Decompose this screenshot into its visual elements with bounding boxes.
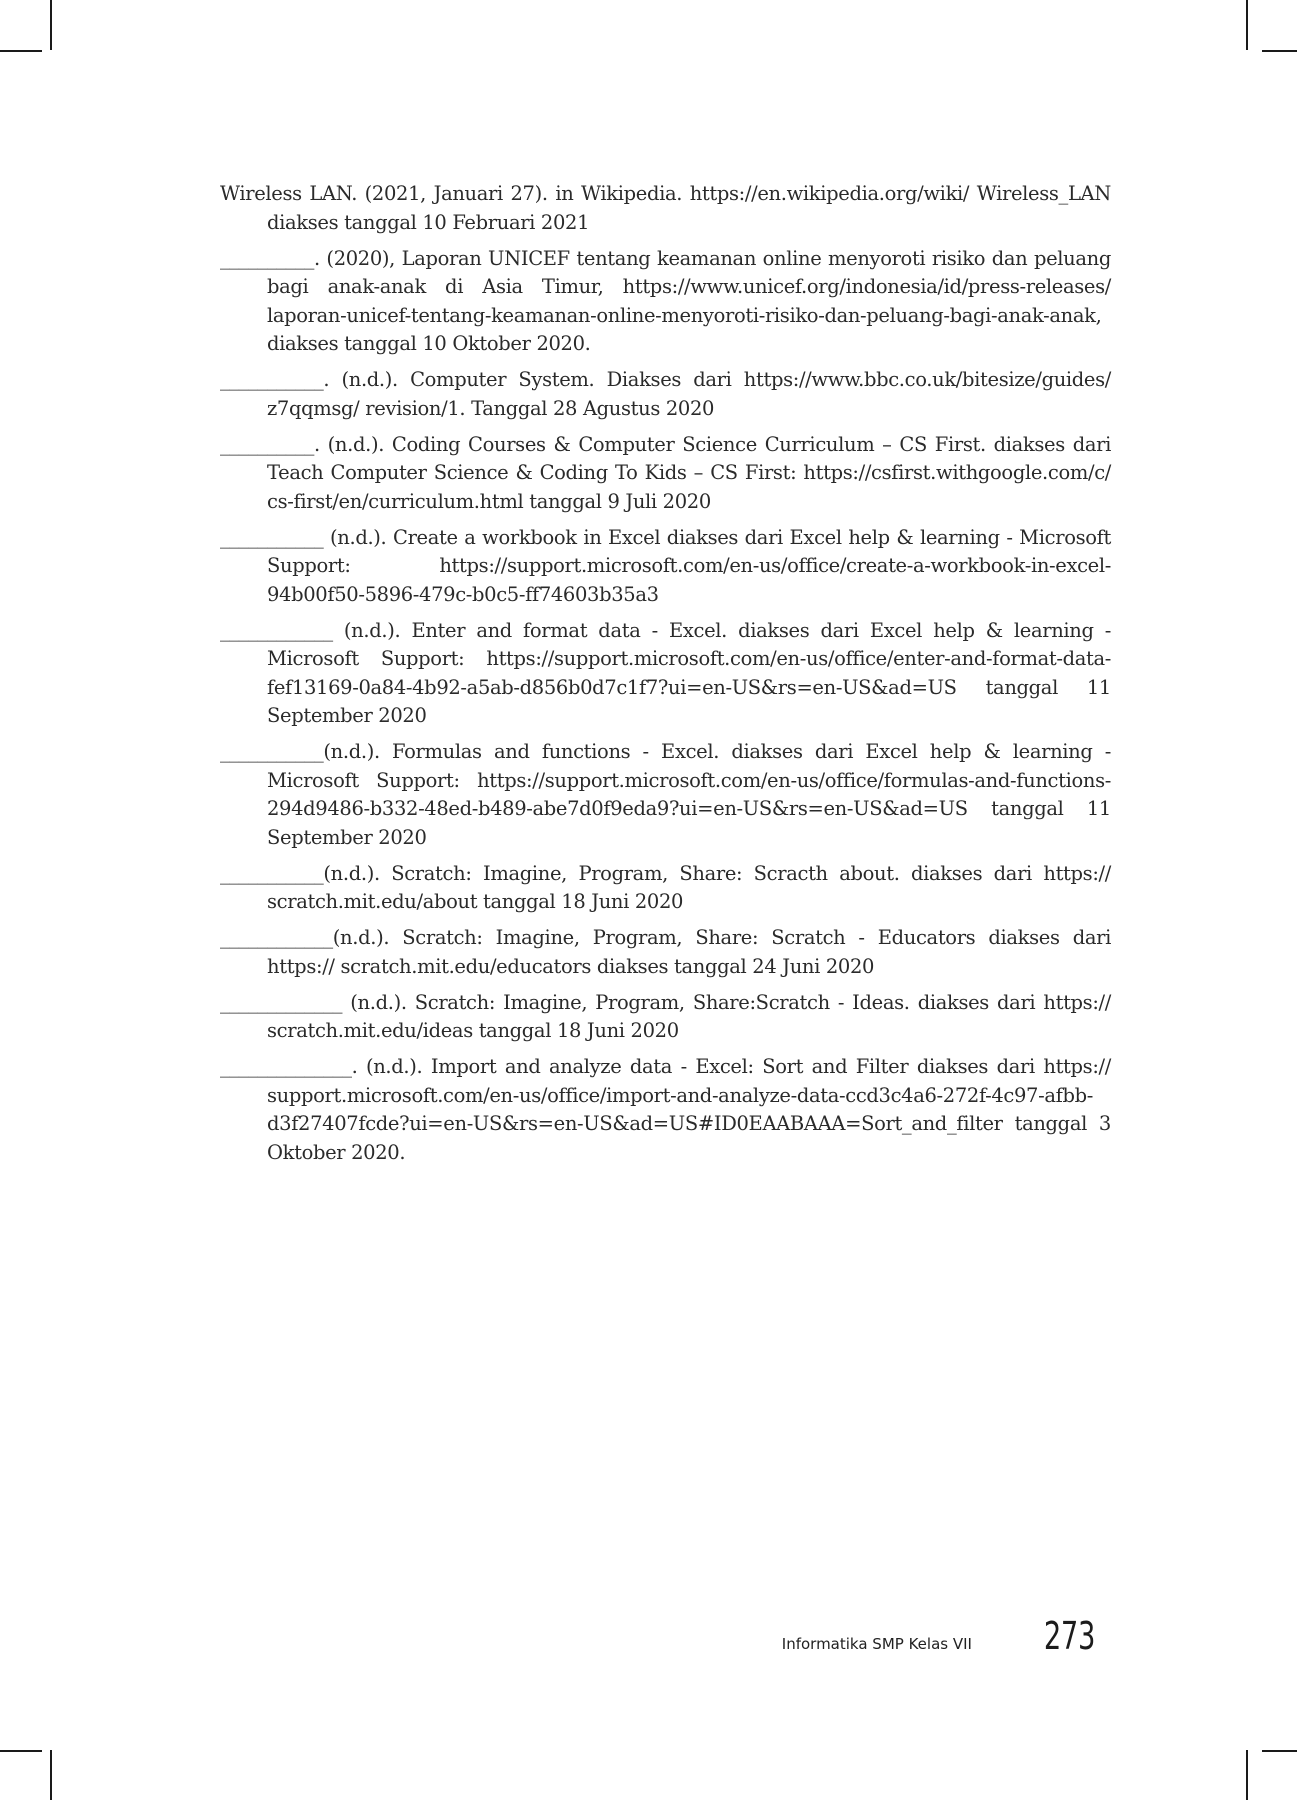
crop-mark-top-right-h: [1262, 50, 1297, 52]
crop-mark-top-left-h: [0, 50, 42, 52]
reference-list: [220, 180, 1111, 1175]
reference-item-7: ___________(n.d.). Formulas and functions - Excel. diakses dari Excel help & learning - Microsoft Support: https://support.microsoft.com/en-us/office/formulas-and-functions-294d9486-b332-48ed-b489-abe7d0f9eda9?ui=en-US&rs=en-US&ad=US tanggal 11 September 2020: [220, 740, 1111, 849]
reference-item-3: ___________. (n.d.). Computer System. Diakses dari https://www.bbc.co.uk/bitesize/guides/ z7qqmsg/ revision/1. Tanggal 28 Agustus 2020: [220, 368, 1111, 420]
crop-mark-bottom-right: [1246, 1750, 1248, 1800]
reference-item-4: __________. (n.d.). Coding Courses & Computer Science Curriculum – CS First. diakses dari Teach Computer Science & Coding To Kids – CS First: https://csfirst.withgoogle.com/c/ cs-first/en/curriculum.html tanggal 9 Juli 2020: [220, 432, 1111, 513]
reference-item-2: __________. (2020), Laporan UNICEF tentang keamanan online menyoroti risiko dan peluang bagi anak-anak di Asia Timur, https://www.unicef.org/indonesia/id/press-releases/ laporan-unicef-tentang-keamanan-online-menyoroti-risiko-dan-peluang-bagi-anak-anak, diakses tanggal 10 Oktober 2020.: [220, 246, 1111, 355]
crop-mark-top-left: [50, 0, 52, 50]
crop-mark-bottom-left-h: [0, 1750, 42, 1752]
reference-item-5: ___________ (n.d.). Create a workbook in Excel diakses dari Excel help & learning - Microsoft Support: https://support.microsoft.com/en-us/office/create-a-workbook-in-excel-94b00f50-5896-479c-b0c5-ff74603b35a3: [220, 525, 1111, 606]
reference-item-9: ____________(n.d.). Scratch: Imagine, Program, Share: Scratch - Educators diakses dari https:// scratch.mit.edu/educators diakses tanggal 24 Juni 2020: [220, 926, 1111, 978]
reference-item-11: ______________. (n.d.). Import and analyze data - Excel: Sort and Filter diakses dari https:// support.microsoft.com/en-us/office/import-and-analyze-data-ccd3c4a6-272f-4c97-afbb-d3f27407fcde?ui=en-US&rs=en-US&ad=US#ID0EAABAAA=Sort_and_filter tanggal 3 Oktober 2020.: [220, 1055, 1111, 1164]
book-title: Informatika SMP Kelas VII: [781, 1635, 972, 1653]
reference-item-1: Wireless LAN. (2021, Januari 27). in Wikipedia. https://en.wikipedia.org/wiki/ Wireless_LAN diakses tanggal 10 Februari 2021: [220, 182, 1111, 234]
page-footer: [782, 1614, 1095, 1658]
crop-mark-top-right: [1246, 0, 1248, 50]
crop-mark-bottom-left: [50, 1750, 52, 1800]
crop-mark-bottom-right-h: [1262, 1750, 1297, 1752]
reference-item-10: _____________ (n.d.). Scratch: Imagine, Program, Share:Scratch - Ideas. diakses dari https:// scratch.mit.edu/ideas tanggal 18 Juni 2020: [220, 990, 1111, 1042]
reference-item-6: ____________ (n.d.). Enter and format data - Excel. diakses dari Excel help & learning - Microsoft Support: https://support.microsoft.com/en-us/office/enter-and-format-data-fef13169-0a84-4b92-a5ab-d856b0d7c1f7?ui=en-US&rs=en-US&ad=US tanggal 11 September 2020: [220, 618, 1111, 727]
reference-item-8: ___________(n.d.). Scratch: Imagine, Program, Share: Scracth about. diakses dari https:// scratch.mit.edu/about tanggal 18 Juni 2020: [220, 861, 1111, 913]
page-number: 273: [1043, 1614, 1095, 1658]
